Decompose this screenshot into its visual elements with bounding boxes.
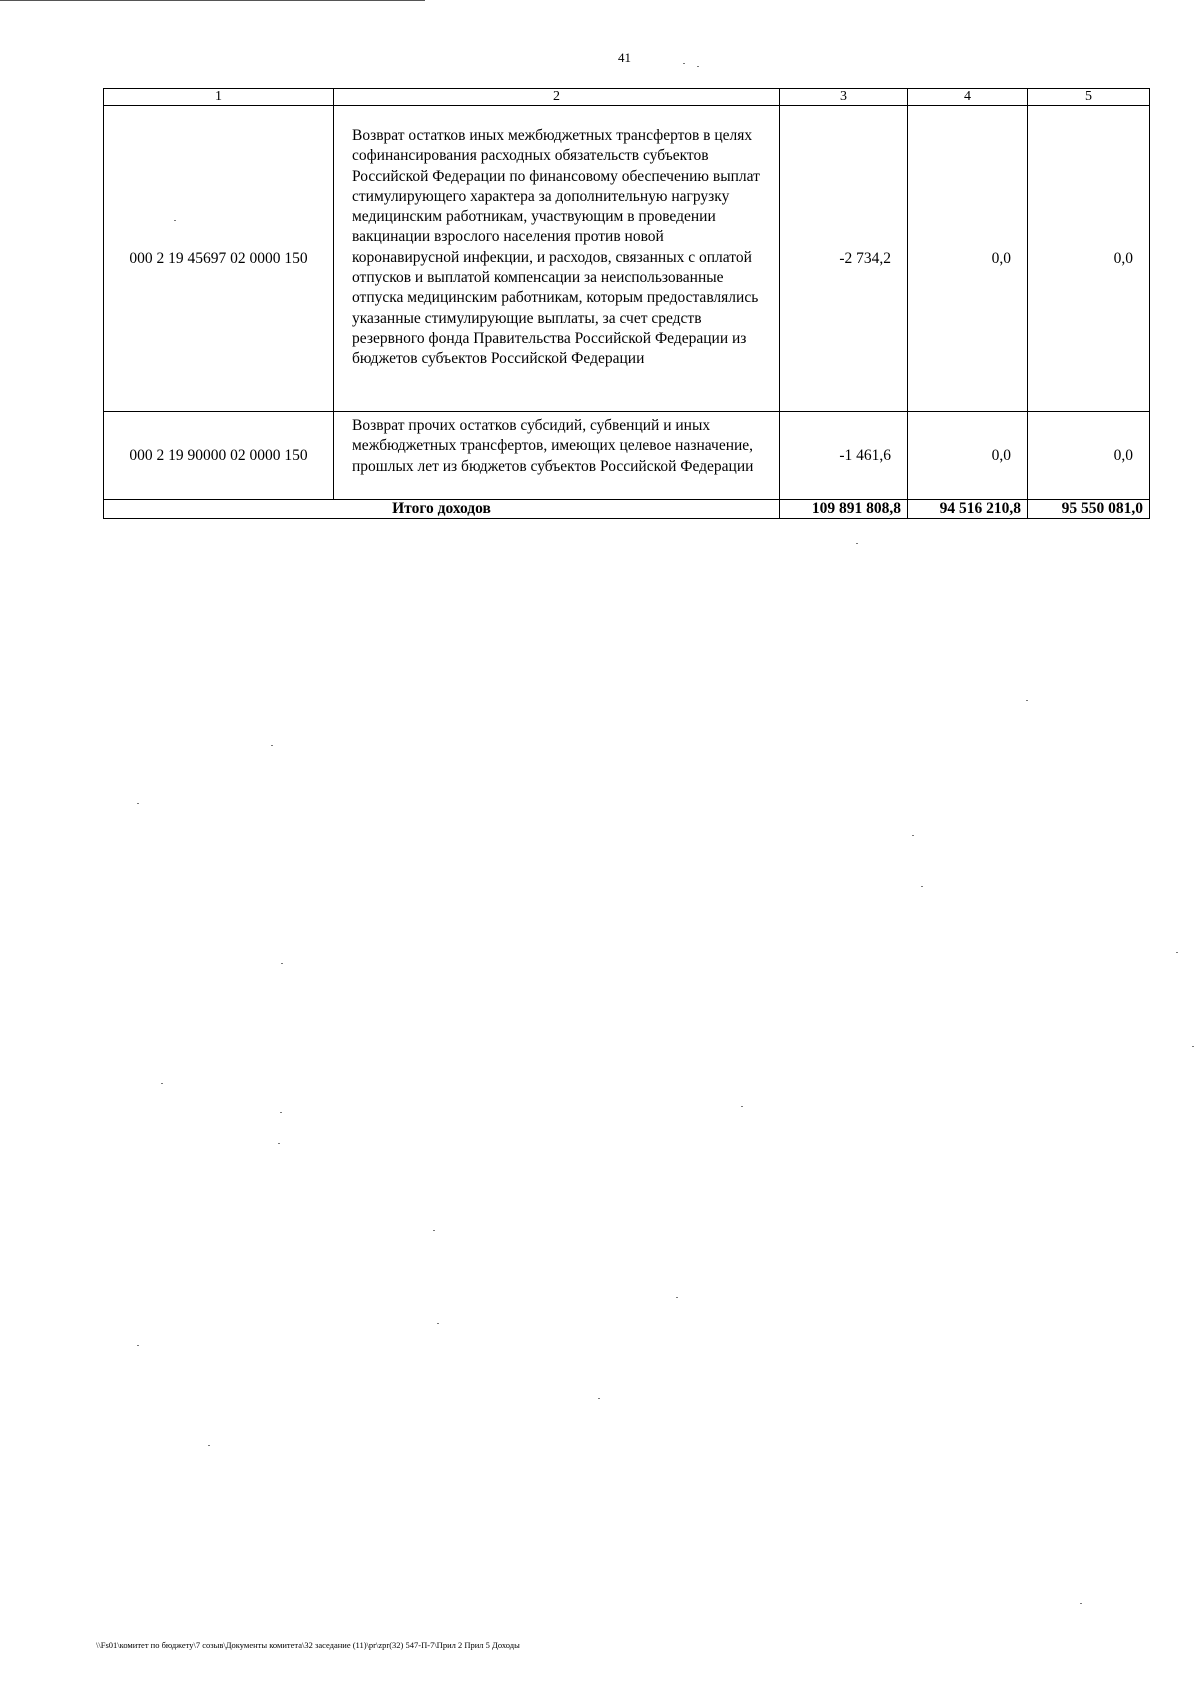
scan-speck bbox=[676, 1297, 678, 1298]
total-col3: 109 891 808,8 bbox=[780, 500, 908, 519]
column-number-5: 5 bbox=[1028, 89, 1150, 106]
amount-col5: 0,0 bbox=[1028, 412, 1150, 500]
column-number-3: 3 bbox=[780, 89, 908, 106]
scan-speck bbox=[683, 63, 685, 64]
scan-speck bbox=[280, 1112, 282, 1113]
scan-top-line bbox=[0, 0, 425, 1]
column-number-row bbox=[104, 89, 1150, 106]
budget-code: 000 2 19 90000 02 0000 150 bbox=[104, 412, 334, 500]
scan-speck bbox=[437, 1323, 439, 1324]
scan-speck bbox=[912, 835, 914, 836]
scan-speck bbox=[741, 1106, 743, 1107]
column-number-2: 2 bbox=[334, 89, 780, 106]
amount-col3: -2 734,2 bbox=[780, 106, 908, 412]
scan-speck bbox=[598, 1398, 600, 1399]
scan-speck bbox=[1192, 1046, 1194, 1047]
revenue-table bbox=[103, 88, 1150, 519]
scan-speck bbox=[281, 963, 283, 964]
scan-speck bbox=[271, 745, 273, 746]
total-col4: 94 516 210,8 bbox=[908, 500, 1028, 519]
file-path-footer: \\Fs01\комитет по бюджету\7 созыв\Документы комитета\32 заседание (11)\pr\zpr(32) 547-П-7\Прил 2 Прил 5 Доходы bbox=[96, 1640, 520, 1650]
scan-speck bbox=[1080, 1603, 1082, 1604]
scan-speck bbox=[1176, 952, 1178, 953]
page-number: 41 bbox=[618, 50, 631, 65]
scan-speck bbox=[921, 886, 923, 887]
amount-col4: 0,0 bbox=[908, 106, 1028, 412]
total-col5: 95 550 081,0 bbox=[1028, 500, 1150, 519]
scan-speck bbox=[697, 66, 699, 67]
table-row bbox=[104, 412, 1150, 500]
column-number-4: 4 bbox=[908, 89, 1028, 106]
scan-speck bbox=[174, 220, 176, 221]
table-row bbox=[104, 106, 1150, 412]
scan-speck bbox=[433, 1230, 435, 1231]
amount-col5: 0,0 bbox=[1028, 106, 1150, 412]
scan-speck bbox=[208, 1445, 210, 1446]
column-number-1: 1 bbox=[104, 89, 334, 106]
scan-speck bbox=[1026, 700, 1028, 701]
scan-speck bbox=[161, 1083, 163, 1084]
budget-code: 000 2 19 45697 02 0000 150 bbox=[104, 106, 334, 412]
amount-col4: 0,0 bbox=[908, 412, 1028, 500]
total-row bbox=[104, 500, 1150, 519]
revenue-description: Возврат остатков иных межбюджетных трансфертов в целях софинансирования расходных обязательств субъектов Российской Федерации по финансовому обеспечению выплат стимулирующего характера за дополнительную нагрузку медицинским работникам, участвующим в проведении вакцинации взрослого населения против новой коронавирусной инфекции, и расходов, связанных с оплатой отпусков и выплатой компенсации за неиспользованные отпуска медицинским работникам, которым предоставлялись указанные стимулирующие выплаты, за счет средств резервного фонда Правительства Российской Федерации из бюджетов субъектов Российской Федерации bbox=[334, 106, 780, 412]
amount-col3: -1 461,6 bbox=[780, 412, 908, 500]
total-label: Итого доходов bbox=[104, 500, 780, 519]
revenue-description: Возврат прочих остатков субсидий, субвенций и иных межбюджетных трансфертов, имеющих целевое назначение, прошлых лет из бюджетов субъектов Российской Федерации bbox=[334, 412, 780, 500]
scan-speck bbox=[137, 1345, 139, 1346]
scan-speck bbox=[278, 1143, 280, 1144]
scan-speck bbox=[856, 543, 858, 544]
scan-speck bbox=[137, 803, 139, 804]
